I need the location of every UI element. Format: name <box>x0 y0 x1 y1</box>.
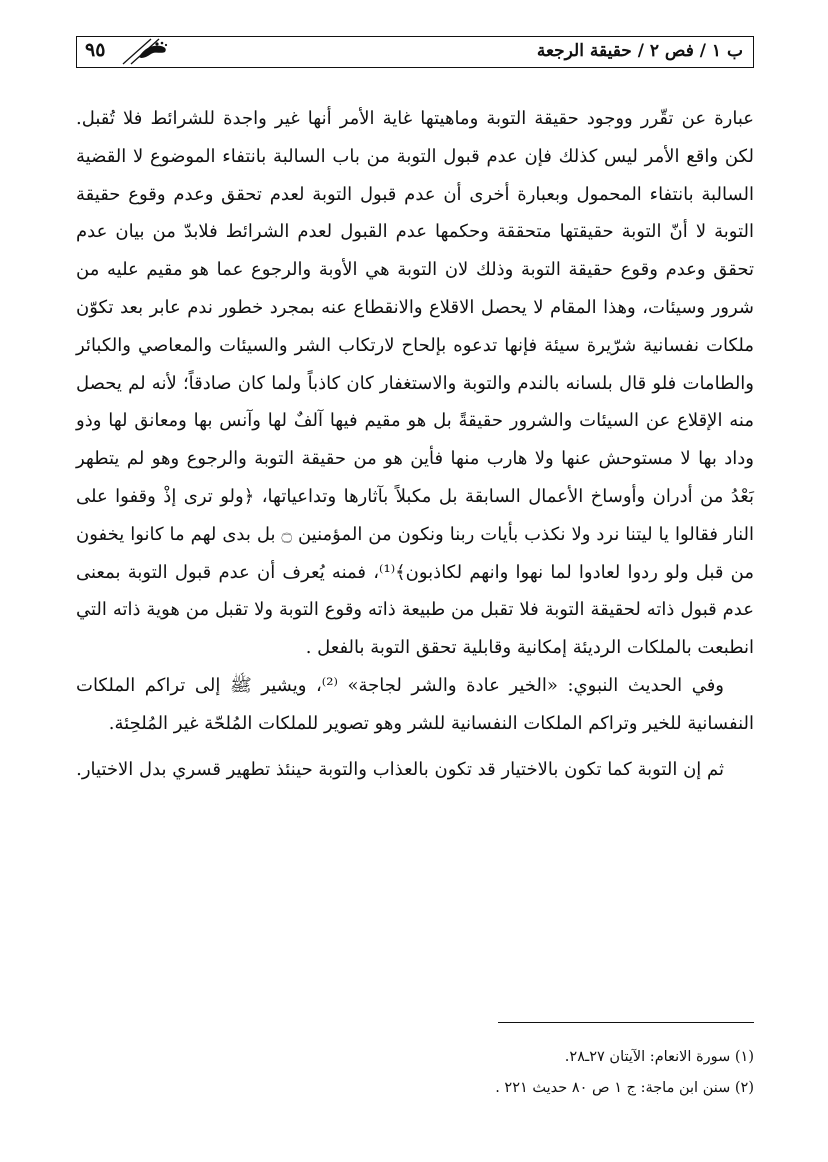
paragraph: عبارة عن تقّرر ووجود حقيقة التوبة وماهيتها غاية الأمر أنها غير واجدة للشرائط فلا تُقبل. لكن واقع الأمر ليس كذلك فإن عدم قبول التوبة من باب السالبة بانتفاء الموضوع لا القضية السالبة بانتفاء المحمول وبعبارة أخرى أن عدم قبول التوبة لعدم تحقق وعدم وقوع حقيقة التوبة لا أنّ التوبة حقيقتها متحققة وحكمها عدم القبول لعدم الشرائط فلابدّ من بيان عدم تحقق وعدم وقوع حقيقة التوبة وذلك لان التوبة هي الأوبة والرجوع عما هو مقيم عليه من شرور وسيئات، وهذا المقام لا يحصل الاقلاع والانقطاع عنه بمجرد خطور ندم عابر بعد تكوّن ملكات نفسانية شرّيرة سيئة فإنها تدعوه بإلحاح لارتكاب الشر والسيئات والمعاصي والكبائر والطامات فلو قال بلسانه بالندم والتوبة والاستغفار كان كاذباً ولما كان صادقاً؛ لأنه لم يحصل منه الإقلاع عن السيئات والشرور حقيقةً بل هو مقيم فيها آلفٌ لها وآنس بها ومعانق لها وذو وداد بها لا مستوحش عنها ولا هارب منها فأين هو من حقيقة التوبة والرجوع وهو لم يتطهر بَعْدُ من أدران وأوساخ الأعمال السابقة بل مكبلاً بآثارها وتداعياتها، ﴿ولو ترى إذْ وقفوا على النار فقالوا يا ليتنا نرد ولا نكذب بأيات ربنا ونكون من المؤمنين ۝ بل بدى لهم ما كانوا يخفون من قبل ولو ردوا لعادوا لما نهوا وانهم لكاذبون﴾⁽¹⁾، فمنه يُعرف أن عدم قبول التوبة بمعنى عدم قبول ذاته لحقيقة التوبة فلا تقبل من طبيعة ذاته وقوع التوبة ولا تقبل من هوية ذاته التي انطبعت بالملكات الرديئة إمكانية وقابلية تحقق التوبة بالفعل . <box>76 108 755 659</box>
running-header <box>76 36 754 68</box>
footnote: (٢) سنن ابن ماجة: ج ١ ص ٨٠ حديث ٢٢١ . <box>495 1080 754 1096</box>
paragraph: ثم إن التوبة كما تكون بالاختيار قد تكون بالعذاب والتوبة حينئذ تطهير قسري بدل الاختيار. <box>76 758 724 780</box>
main-text <box>76 100 754 788</box>
calligraphic-ornament-icon <box>121 37 171 66</box>
footnote-divider <box>498 1022 754 1023</box>
footnotes <box>76 1042 754 1104</box>
paragraph: وفي الحديث النبوي: «الخير عادة والشر لجاجة» ⁽²⁾، ويشير ﷺ إلى تراكم الملكات النفسانية للخير وتراكم الملكات النفسانية للشر وهو تصوير للملكات المُلحّة غير المُلحِئة. <box>76 674 754 734</box>
running-title: ب ١ / فص ٢ / حقيقة الرجعة <box>536 41 743 61</box>
footnote: (١) سورة الانعام: الآيتان ٢٧ـ٢٨. <box>564 1049 754 1065</box>
page-number: ٩٥ <box>85 39 106 61</box>
